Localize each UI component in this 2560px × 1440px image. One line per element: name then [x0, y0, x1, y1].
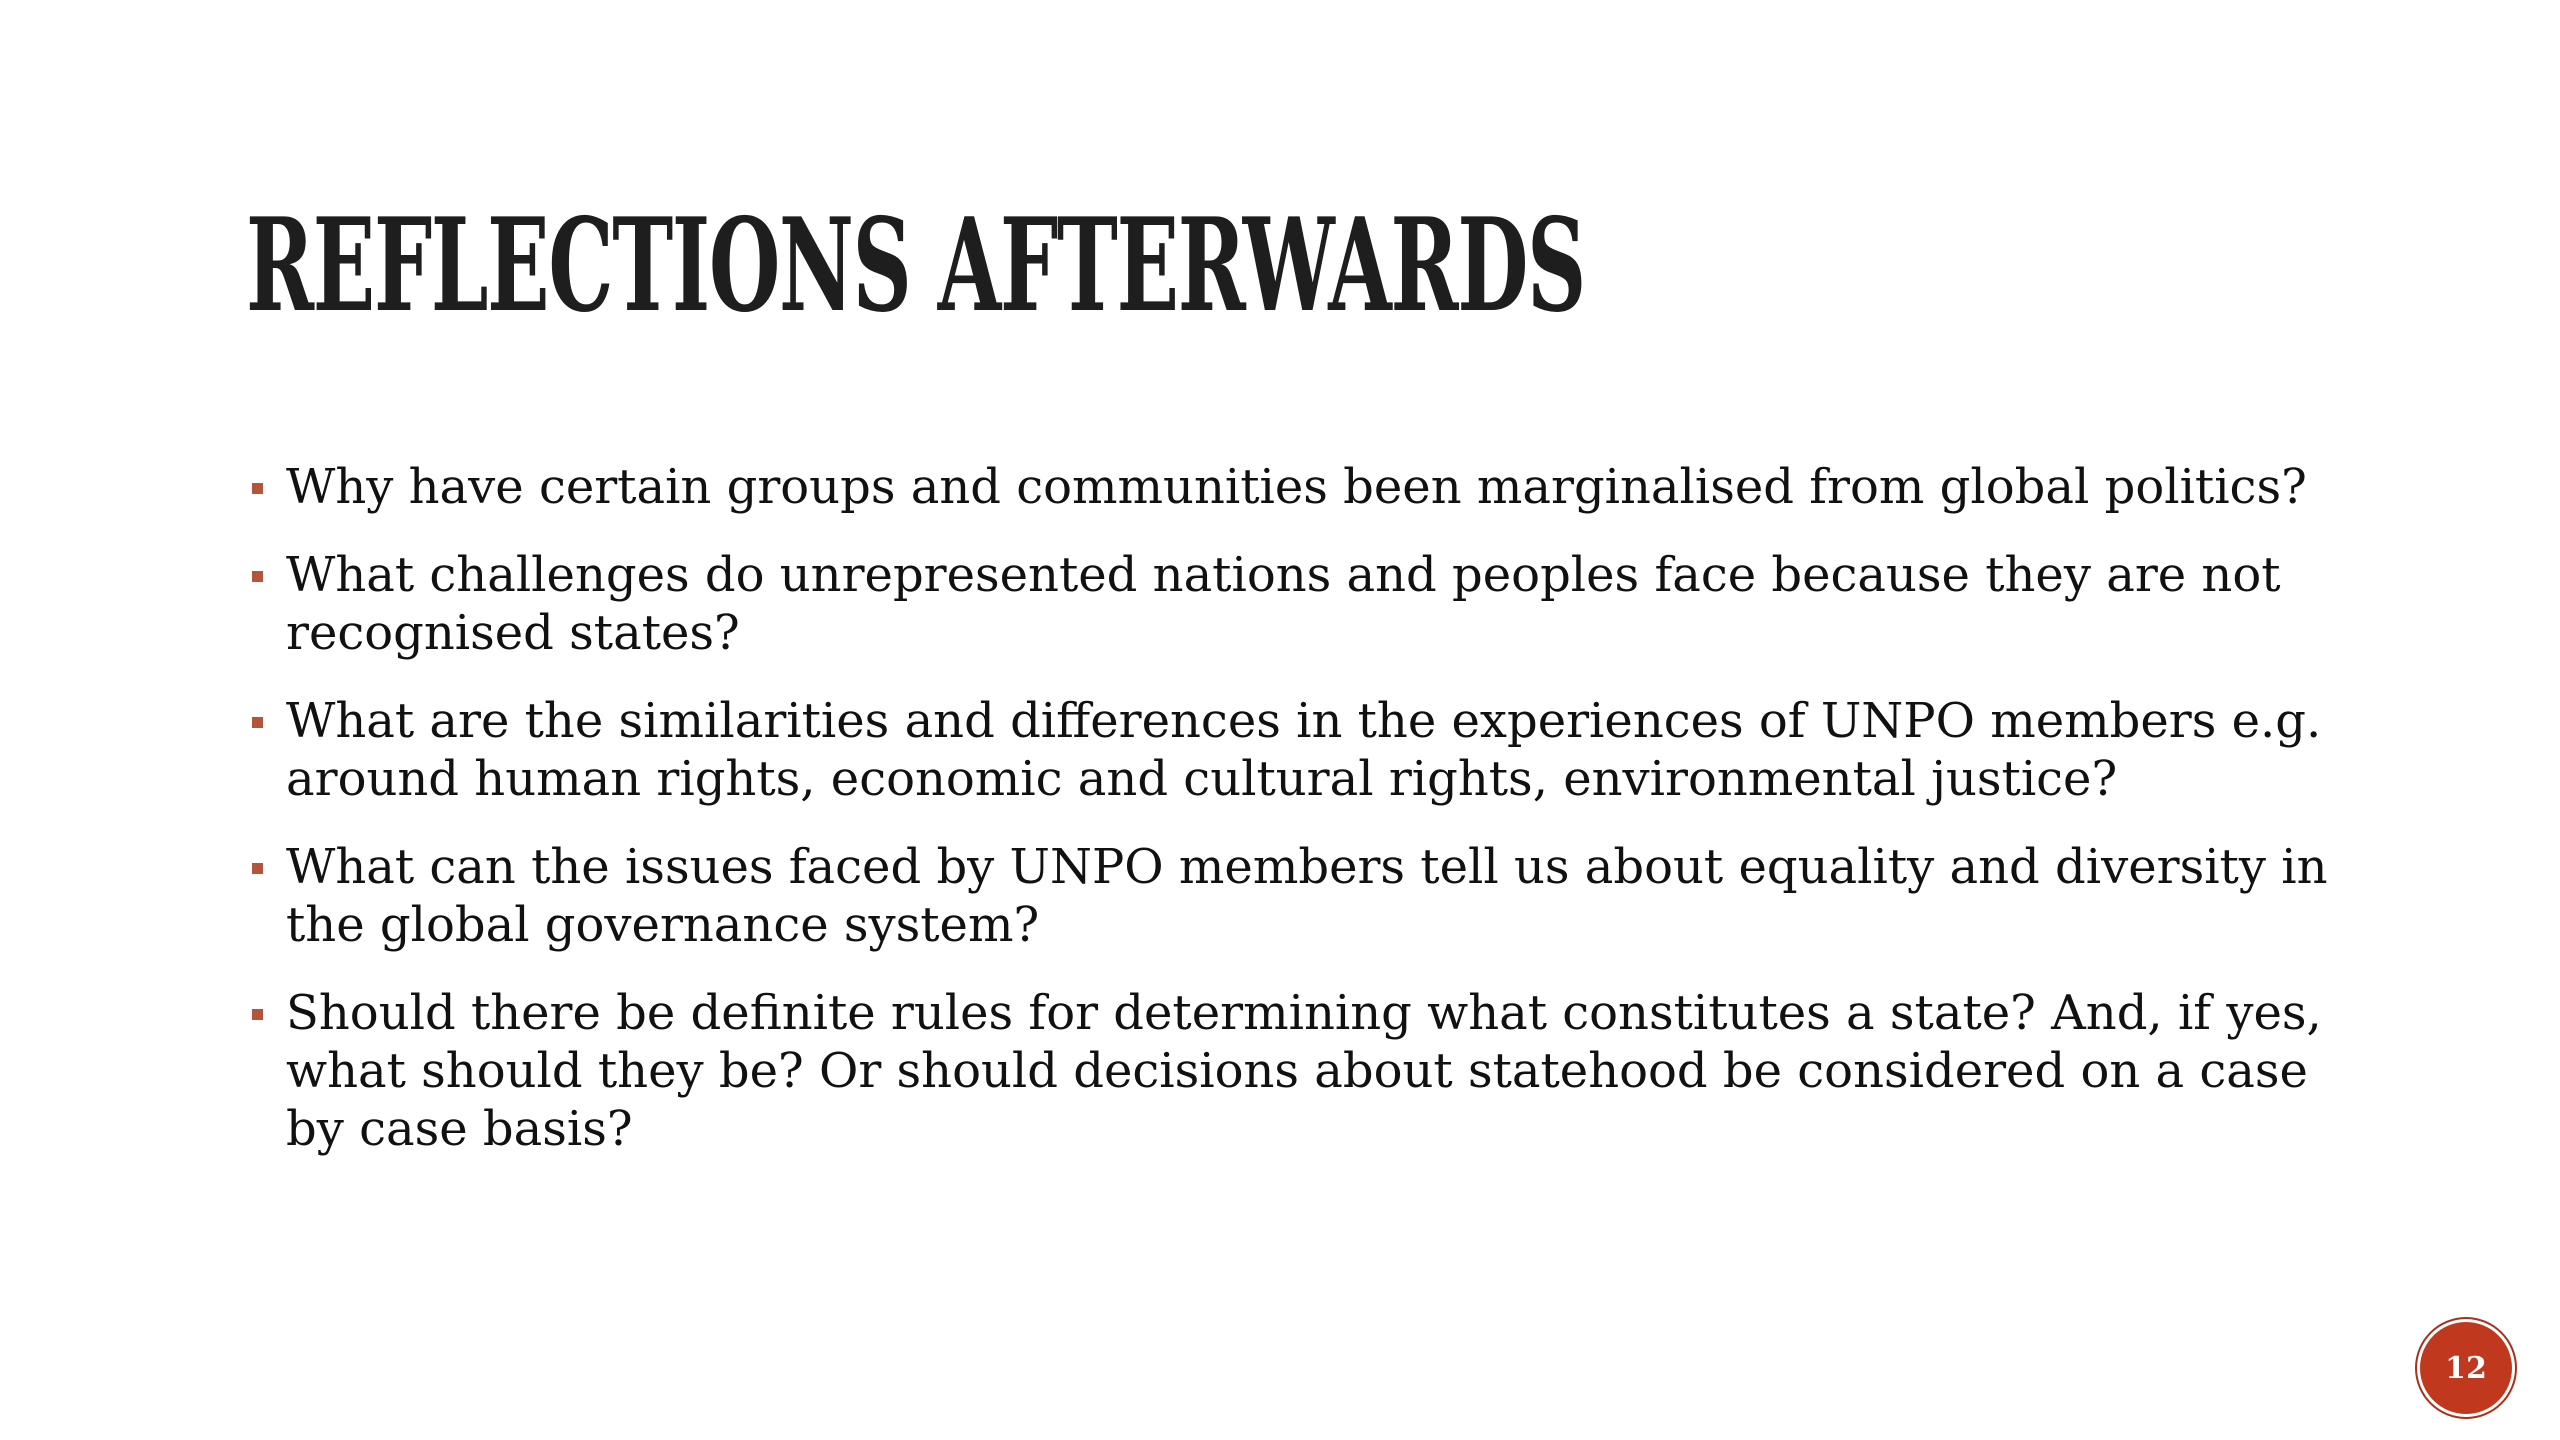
square-bullet-icon	[252, 717, 263, 728]
square-bullet-icon	[252, 571, 263, 582]
bullet-item	[246, 458, 2376, 516]
square-bullet-icon	[252, 1009, 263, 1020]
page-number-badge	[2420, 1322, 2512, 1414]
square-bullet-icon	[252, 863, 263, 874]
bullet-item	[246, 692, 2376, 808]
bullet-list	[246, 458, 2376, 1188]
bullet-text: Why have certain groups and communities been marginalised from global politics?	[286, 459, 2307, 515]
slide-title: REFLECTIONS AFTERWARDS	[246, 191, 1585, 341]
bullet-item	[246, 838, 2376, 954]
bullet-text: What can the issues faced by UNPO members tell us about equality and diversity in the global governance system?	[286, 839, 2328, 953]
bullet-text: Should there be definite rules for determining what constitutes a state? And, if yes, what should they be? Or should decisions about statehood be considered on a case by case basis?	[286, 985, 2322, 1157]
bullet-item	[246, 984, 2376, 1158]
bullet-text: What challenges do unrepresented nations and peoples face because they are not recognised states?	[286, 547, 2281, 661]
bullet-text: What are the similarities and differences in the experiences of UNPO members e.g. around human rights, economic and cultural rights, environmental justice?	[286, 693, 2322, 807]
page-number: 12	[2445, 1350, 2487, 1386]
bullet-item	[246, 546, 2376, 662]
square-bullet-icon	[252, 483, 263, 494]
